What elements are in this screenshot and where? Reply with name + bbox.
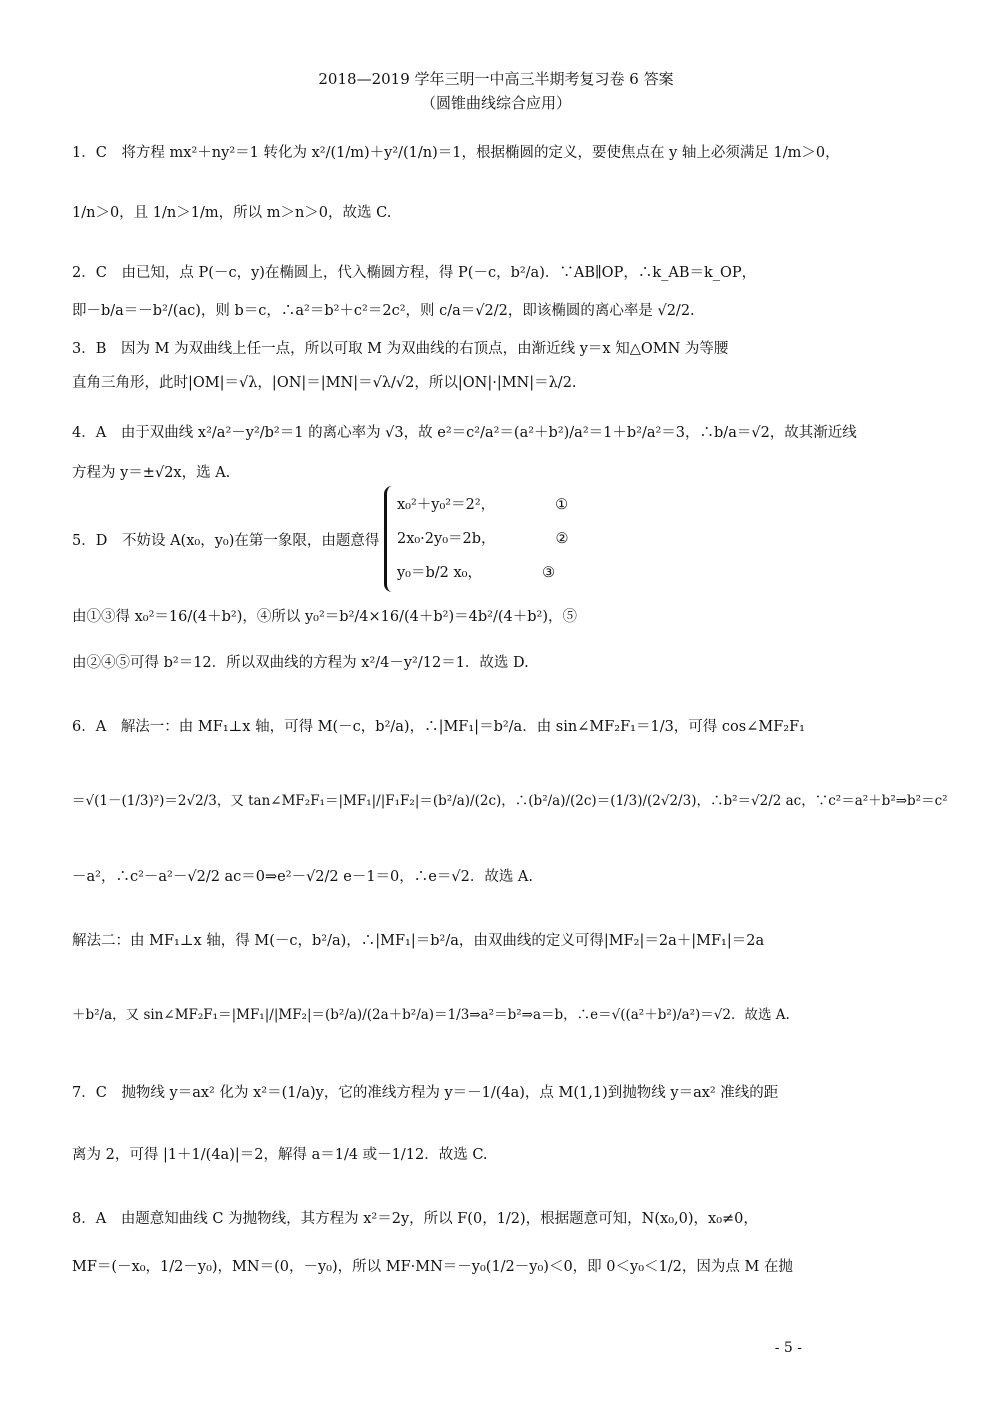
system-row-1 [397,488,569,522]
answer-8-line-1 [72,1208,932,1230]
answer-text: 离为 2，可得 |1＋1/(4a)|＝2，解得 a＝1/4 或－1/12．故选 C. [72,1147,488,1163]
answer-number: 7．C [72,1085,107,1101]
answer-text: 将方程 mx²＋ny²＝1 转化为 x²/(1/m)＋y²/(1/n)＝1，根据椭圆的定义，要使焦点在 y 轴上必须满足 1/m＞0， [121,145,840,161]
answer-2-line-2 [72,300,932,322]
answer-6-method-2-line-2 [72,1004,932,1026]
answer-6-line-2 [72,790,948,812]
answer-6-method-2-line-1 [72,930,932,952]
answer-text: 因为 M 为双曲线上任一点，所以可取 M 为双曲线的右顶点，由渐近线 y＝x 知△OMN 为等腰 [121,341,729,357]
answer-number: 2．C [72,265,107,281]
answer-6-line-3 [72,866,932,888]
answer-number: 6．A [72,719,107,735]
answer-text: 不妨设 A(x₀，y₀)在第一象限，由题意得 [121,532,380,549]
answer-3-line-2 [72,372,932,394]
answer-number: 1．C [72,145,107,161]
answer-1-line-1 [72,142,932,164]
answer-2-line-1 [72,262,932,284]
answer-number: 5．D [72,532,108,549]
answer-text: 解法一：由 MF₁⊥x 轴，可得 M(－c，b²/a)，∴|MF₁|＝b²/a．由 sin∠MF₂F₁＝1/3，可得 cos∠MF₂F₁ [120,719,805,735]
answer-text: －a²，∴c²－a²－√2/2 ac＝0⇒e²－√2/2 e－1＝0，∴e＝√2．故选 A. [72,869,534,885]
answer-text: 抛物线 y＝ax² 化为 x²＝(1/a)y，它的准线方程为 y＝－1/(4a)，点 M(1,1)到抛物线 y＝ax² 准线的距 [121,1085,779,1101]
answer-number: 4．A [72,425,107,441]
equation-mark-2: ② [555,531,569,547]
answer-5-line-2 [72,606,932,628]
page-subtitle: （圆锥曲线综合应用） [420,94,571,112]
answer-5-line-3 [72,652,932,674]
page-title: 2018—2019 学年三明一中高三半期考复习卷 6 答案 [318,70,674,88]
answer-text: 由②④⑤可得 b²＝12．所以双曲线的方程为 x²/4－y²/12＝1．故选 D. [72,655,529,671]
answer-3-line-1 [72,338,932,360]
answer-number: 3．B [72,341,107,357]
answer-text: 由题意知曲线 C 为抛物线，其方程为 x²＝2y，所以 F(0，1/2)，根据题意可知，N(x₀,0)，x₀≠0， [120,1211,758,1227]
answer-1-line-2 [72,202,932,224]
answer-4-line-1 [72,422,932,444]
equation-mark-3: ③ [541,565,555,581]
system-row-2 [397,522,569,556]
answer-6-line-1 [72,716,932,738]
answer-text: ＝√(1－(1/3)²)＝2√2/3，又 tan∠MF₂F₁＝|MF₁|/|F₁F₂|＝(b²/a)/(2c)，∴(b²/a)/(2c)＝(1/3)/(2√2/3)，∴b²＝√2/2 ac，∵c²＝a²＋b²⇒b²＝c² [72,793,948,809]
answer-7-line-2 [72,1144,932,1166]
answer-4-line-2 [72,462,932,484]
answer-text: MF＝(－x₀，1/2－y₀)，MN＝(0，－y₀)，所以 MF·MN＝－y₀(1/2－y₀)＜0，即 0＜y₀＜1/2，因为点 M 在抛 [72,1259,793,1275]
answer-5-line-1 [72,486,932,592]
answer-text: 由于双曲线 x²/a²－y²/b²＝1 的离心率为 √3，故 e²＝c²/a²＝(a²＋b²)/a²＝1＋b²/a²＝3，∴b/a＝√2，故其渐近线 [120,425,857,441]
answer-text: 方程为 y＝±√2x，选 A. [72,465,231,481]
page-number: - 5 - [774,1340,802,1356]
answer-8-line-2 [72,1256,932,1278]
answer-text: 直角三角形，此时|OM|＝√λ，|ON|＝|MN|＝√λ/√2，所以|ON|·|MN|＝λ/2. [72,375,577,391]
answer-text: 解法二：由 MF₁⊥x 轴，得 M(－c，b²/a)，∴|MF₁|＝b²/a，由双曲线的定义可得|MF₂|＝2a＋|MF₁|＝2a [72,933,765,949]
answer-text: 1/n＞0，且 1/n＞1/m，所以 m＞n＞0，故选 C. [72,205,392,221]
answer-text: 由①③得 x₀²＝16/(4＋b²)，④所以 y₀²＝b²/4×16/(4＋b²)＝4b²/(4＋b²)，⑤ [72,609,577,625]
answer-7-line-1 [72,1082,932,1104]
equation-mark-1: ① [555,497,569,513]
system-equation-1: x₀²＋y₀²＝2²， [396,497,496,513]
system-equation-3: y₀＝b/2 x₀， [396,565,482,581]
answer-text: 由已知，点 P(－c，y)在椭圆上，代入椭圆方程，得 P(－c，b²/a)．∵AB∥OP，∴k_AB＝k_OP， [121,265,757,281]
answer-number: 8．A [72,1211,107,1227]
equation-system [384,486,579,592]
answer-text: ＋b²/a，又 sin∠MF₂F₁＝|MF₁|/|MF₂|＝(b²/a)/(2a＋b²/a)＝1/3⇒a²＝b²⇒a＝b，∴e＝√((a²＋b²)/a²)＝√2．故选 A. [72,1007,790,1023]
answer-text: 即－b/a＝－b²/(ac)，则 b＝c，∴a²＝b²＋c²＝2c²，则 c/a＝√2/2，即该椭圆的离心率是 √2/2. [72,303,695,319]
system-equation-2: 2x₀·2y₀＝2b， [396,531,496,547]
system-row-3 [397,556,569,590]
